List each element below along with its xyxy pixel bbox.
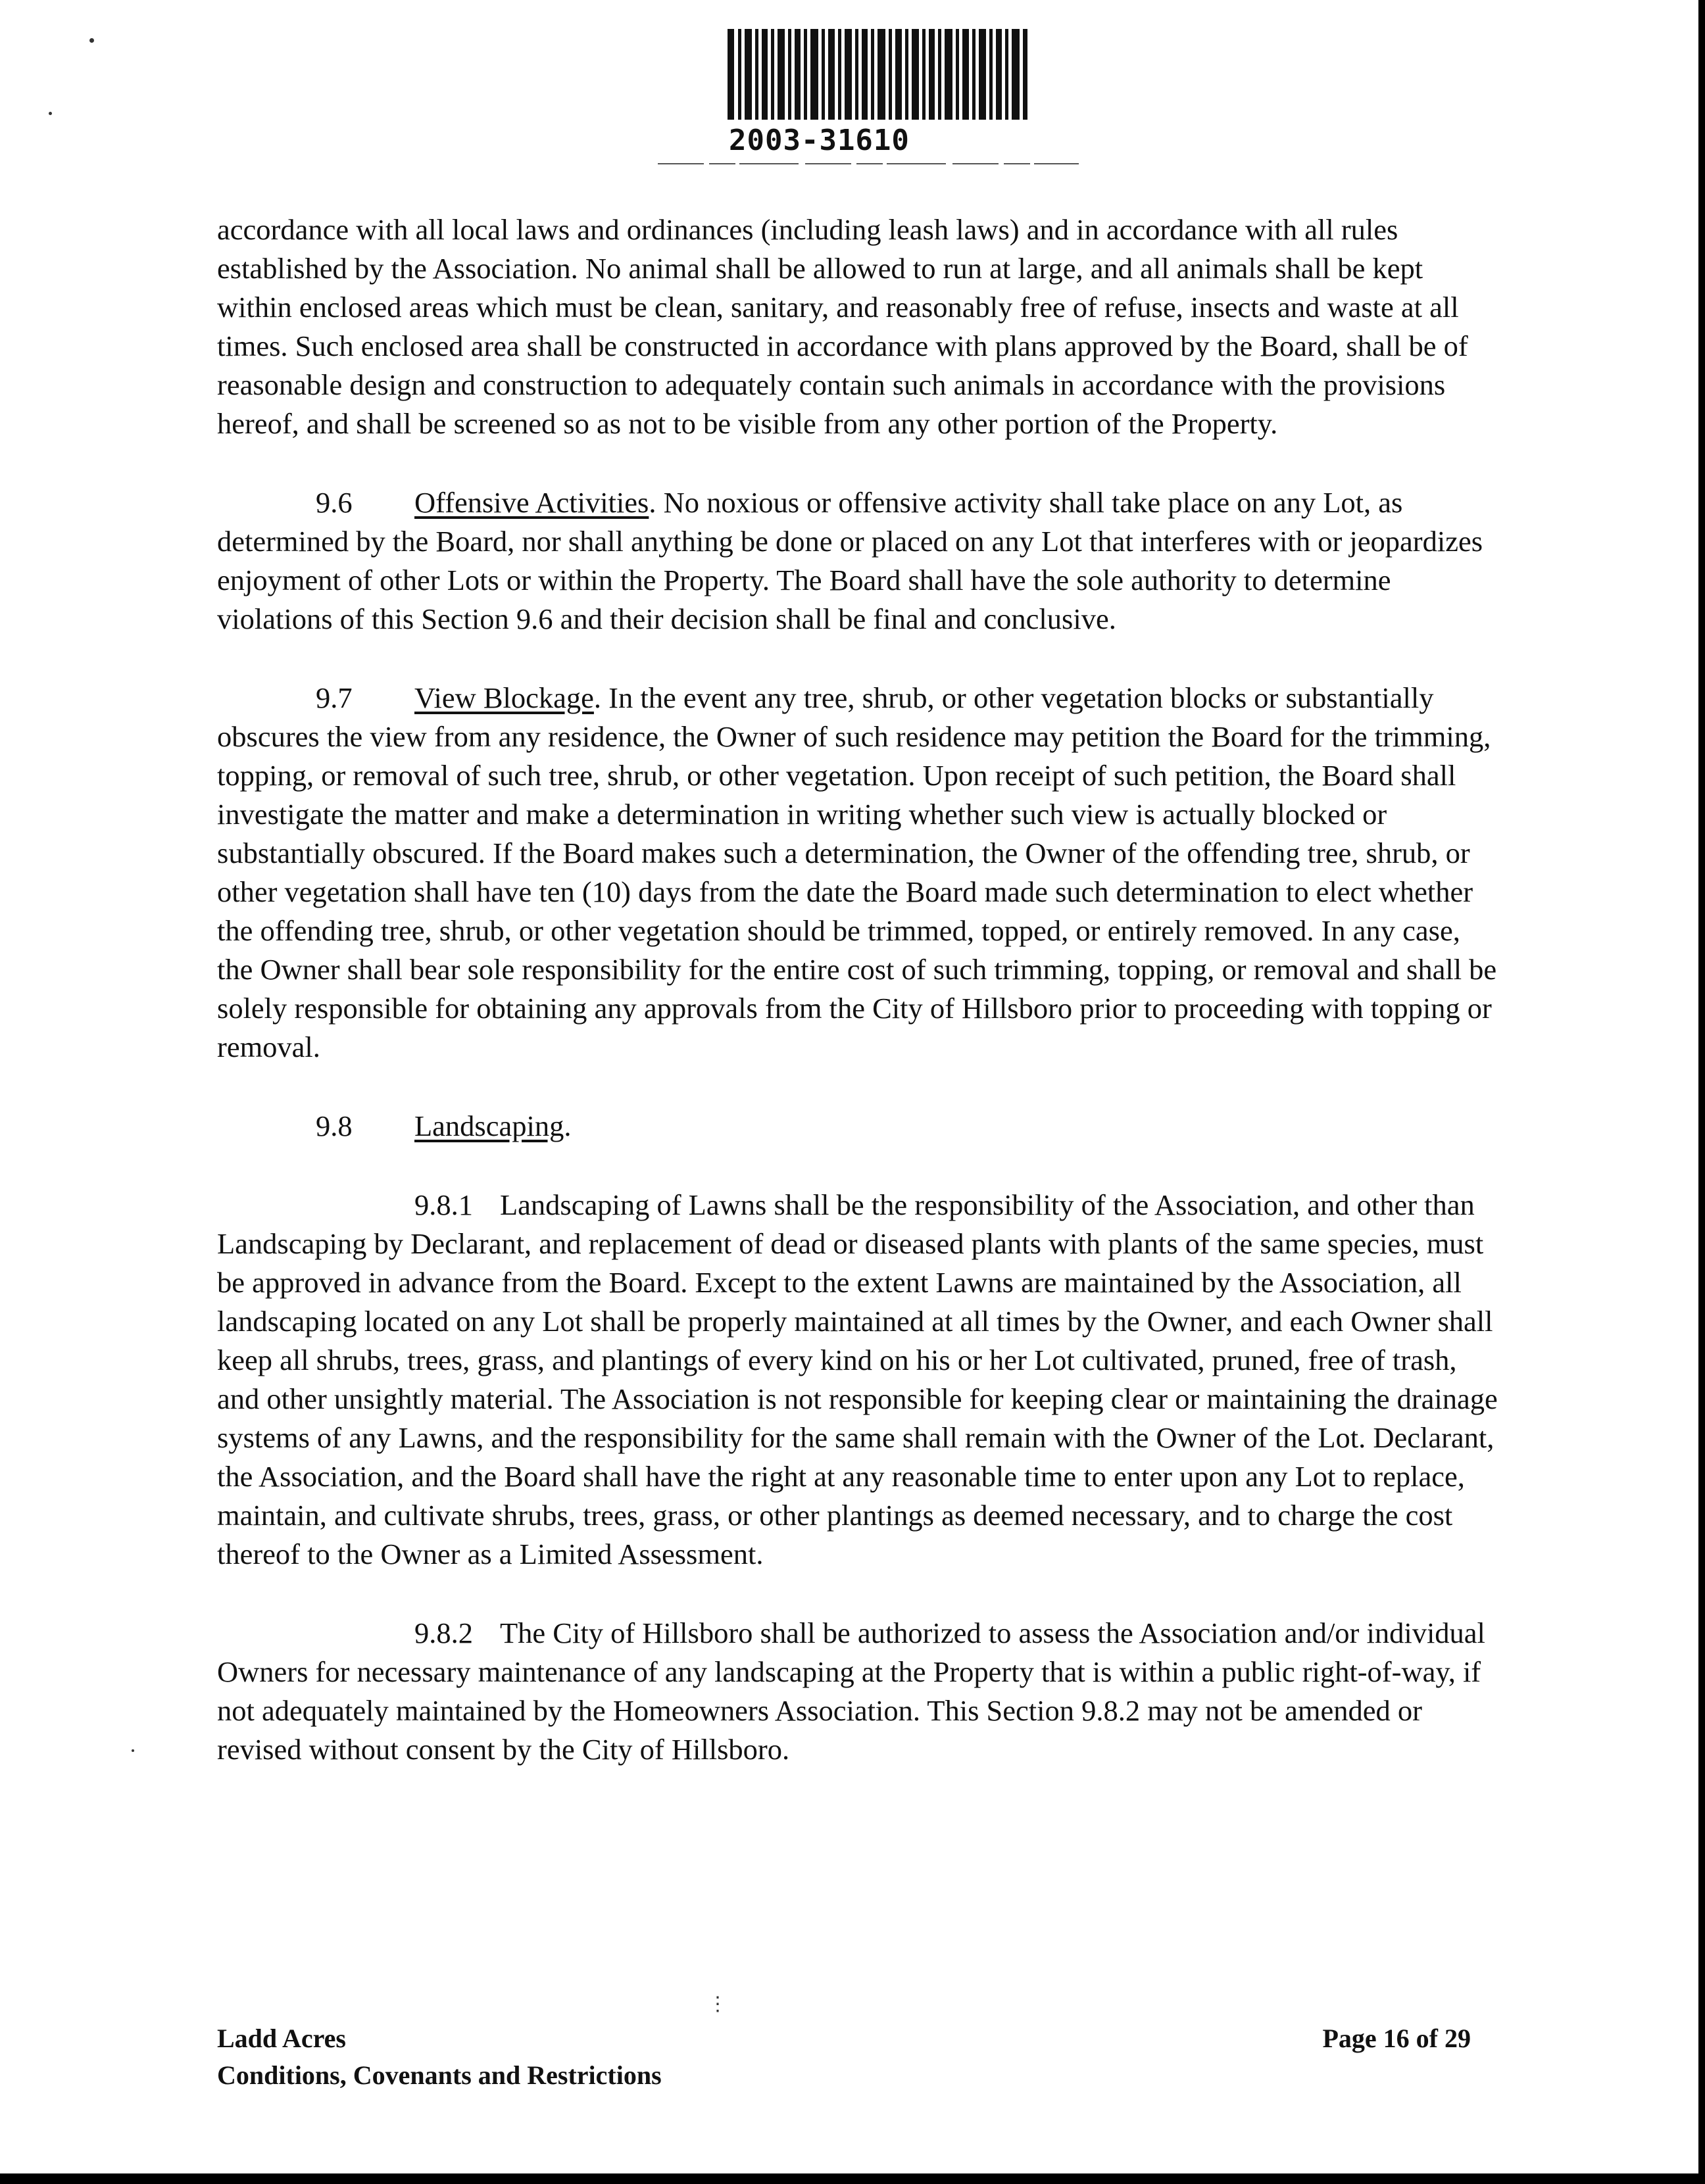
scan-speck [89,38,94,43]
section-text: . In the event any tree, shrub, or other vegetation blocks or substantially obscures the view from any residence, the Owner of such residence may petition the Board for the trimming, topping, or removal of such tree, shrub, or other vegetation. Upon receipt of such petition, the Board shall investigate the matter and make a determination in writing whether such view is actually blocked or substantially obscured. If the Board makes such a determination, the Owner of the offending tree, shrub, or other vegetation shall have ten (10) days from the date the Board made such determination to elect whether the offending tree, shrub, or other vegetation should be trimmed, topped, or entirely removed. In any case, the Owner shall bear sole responsibility for the entire cost of such trimming, topping, or removal and shall be solely responsible for obtaining any approvals from the City of Hillsboro prior to proceeding with topping or removal. [217,681,1497,1063]
subsection-text: The City of Hillsboro shall be authorized to assess the Association and/or individual Owners for necessary maintenance of any landscaping at the Property that is within a public right-of-way, if not adequately maintained by the Homeowners Association. This Section 9.8.2 may not be amended or revised without consent by the City of Hillsboro. [217,1616,1485,1766]
scan-mark-icon: ⋮ [708,1993,728,2015]
section-9-7 [217,679,1500,1067]
subsection-number: 9.8.1 [414,1188,473,1221]
section-heading: View Blockage [414,681,594,714]
barcode-number: 2003-31610 [729,124,910,157]
section-heading: Landscaping [414,1109,564,1142]
section-number: 9.7 [316,681,353,714]
footer-project-name: Ladd Acres [217,2024,346,2053]
footer-left [217,2020,662,2094]
section-number: 9.8 [316,1109,353,1142]
section-text: . No noxious or offensive activity shall take place on any Lot, as determined by the Board, nor shall anything be done or placed on any Lot that interferes with or jeopardizes enjoyment of other Lots or within the Property. The Board shall have the sole authority to determine violations of this Section 9.6 and their decision shall be final and conclusive. [217,486,1483,635]
scan-speck [49,112,52,115]
footer-document-title: Conditions, Covenants and Restrictions [217,2060,662,2090]
subsection-text: Landscaping of Lawns shall be the responsibility of the Association, and other than Landscaping by Declarant, and replacement of dead or diseased plants with plants of the same species, must be approved in advance from the Board. Except to the extent Lawns are maintained by the Association, all landscaping located on any Lot shall be properly maintained at all times by the Owner, and each Owner shall keep all shrubs, trees, grass, and plantings of every kind on his or her Lot cultivated, pruned, free of trash, and other unsightly material. The Association is not responsible for keeping clear or maintaining the drainage systems of any Lawns, and the responsibility for the same shall remain with the Owner of the Lot. Declarant, the Association, and the Board shall have the right at any reasonable time to enter upon any Lot to replace, maintain, and cultivate shrubs, trees, grass, or other plantings as deemed necessary, and to charge the cost thereof to the Owner as a Limited Assessment. [217,1188,1498,1570]
subsection-9-8-2 [217,1614,1500,1769]
paragraph-text: accordance with all local laws and ordinances (including leash laws) and in accordance with all rules established by the Association. No animal shall be allowed to run at large, and all animals shall be kept within enclosed areas which must be clean, sanitary, and reasonably free of refuse, insects and waste at all times. Such enclosed area shall be constructed in accordance with plans approved by the Board, shall be of reasonable design and construction to adequately contain such animals in accordance with the provisions hereof, and shall be screened so as not to be visible from any other portion of the Property. [217,213,1468,440]
scan-speck [132,1749,134,1752]
section-number: 9.6 [316,486,353,519]
barcode-image [728,29,1027,120]
section-9-6 [217,483,1500,639]
section-heading: Offensive Activities [414,486,649,519]
subsection-9-8-1 [217,1186,1500,1574]
document-body [217,210,1500,1809]
section-text: . [564,1109,572,1142]
section-9-8 [217,1107,1500,1146]
paragraph-animals-continuation [217,210,1500,443]
subsection-number: 9.8.2 [414,1616,473,1649]
footer-page-number: Page 16 of 29 [1322,2024,1471,2053]
barcode-underline [658,162,1079,166]
